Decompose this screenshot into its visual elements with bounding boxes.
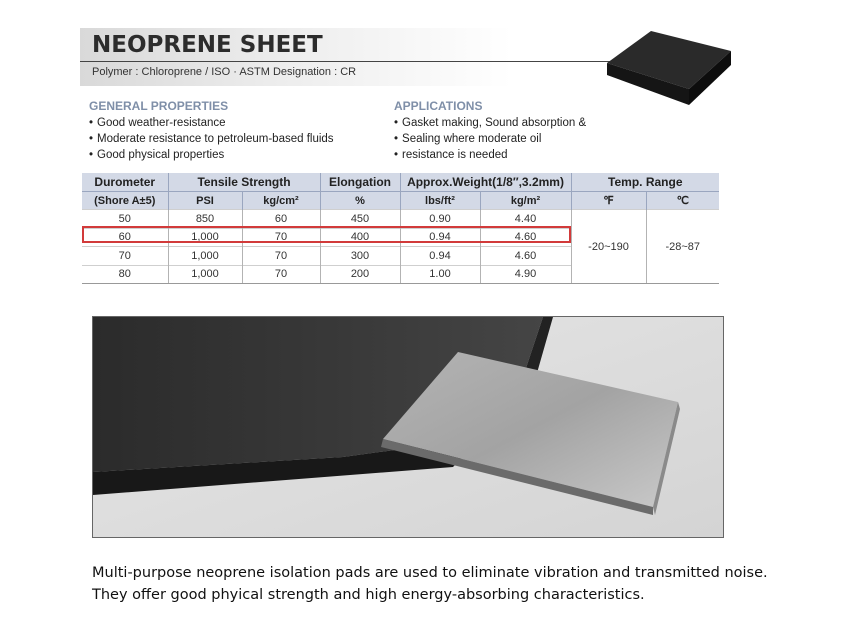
general-properties-heading: GENERAL PROPERTIES bbox=[89, 99, 229, 113]
row-highlight-box bbox=[82, 226, 571, 243]
neoprene-sheet-photo bbox=[92, 316, 724, 538]
table-cell: 4.60 bbox=[480, 247, 571, 266]
table-cell: 0.94 bbox=[400, 247, 480, 266]
table-cell: 70 bbox=[82, 247, 168, 266]
table-cell: 70 bbox=[242, 247, 320, 266]
table-cell: 200 bbox=[320, 265, 400, 284]
table-cell: 80 bbox=[82, 265, 168, 284]
table-cell: 60 bbox=[82, 228, 168, 247]
subheader-kgm: kg/m² bbox=[480, 192, 571, 210]
header-tensile-strength: Tensile Strength bbox=[168, 173, 320, 192]
table-cell: 400 bbox=[320, 228, 400, 247]
polymer-designation: Polymer : Chloroprene / ISO · ASTM Designation : CR bbox=[92, 66, 357, 78]
table-cell: 1,000 bbox=[168, 265, 242, 284]
table-cell: 450 bbox=[320, 210, 400, 229]
table-cell: 1.00 bbox=[400, 265, 480, 284]
caption-line: They offer good phyical strength and high energy-absorbing characteristics. bbox=[92, 587, 645, 603]
list-item: • Moderate resistance to petroleum-based fluids bbox=[89, 131, 334, 147]
subheader-kgcm: kg/cm² bbox=[242, 192, 320, 210]
subheader-lbsft: lbs/ft² bbox=[400, 192, 480, 210]
applications-heading: APPLICATIONS bbox=[394, 99, 483, 113]
temp-range-fahrenheit: -20~190 bbox=[571, 210, 646, 284]
table-cell: 60 bbox=[242, 210, 320, 229]
table-cell: 1,000 bbox=[168, 228, 242, 247]
subheader-shore: (Shore A±5) bbox=[82, 192, 168, 210]
subheader-psi: PSI bbox=[168, 192, 242, 210]
list-item: • Gasket making, Sound absorption & bbox=[394, 115, 586, 131]
sheet-photo-illustration bbox=[93, 317, 723, 537]
table-cell: 850 bbox=[168, 210, 242, 229]
list-item: • resistance is needed bbox=[394, 147, 586, 163]
table-cell: 4.60 bbox=[480, 228, 571, 247]
table-cell: 300 bbox=[320, 247, 400, 266]
page-title: NEOPRENE SHEET bbox=[92, 32, 323, 58]
header-temp-range: Temp. Range bbox=[571, 173, 719, 192]
list-item: • Good weather-resistance bbox=[89, 115, 334, 131]
header-durometer: Durometer bbox=[82, 173, 168, 192]
subheader-celsius: ℃ bbox=[646, 192, 719, 210]
table-cell: 0.90 bbox=[400, 210, 480, 229]
title-banner bbox=[80, 28, 620, 88]
list-item: • Good physical properties bbox=[89, 147, 334, 163]
general-properties-list bbox=[89, 115, 334, 163]
table-cell: 1,000 bbox=[168, 247, 242, 266]
table-cell: 4.90 bbox=[480, 265, 571, 284]
table-cell: 70 bbox=[242, 265, 320, 284]
title-divider bbox=[80, 61, 620, 62]
header-approx-weight: Approx.Weight(1/8″,3.2mm) bbox=[400, 173, 571, 192]
table-cell: 50 bbox=[82, 210, 168, 229]
caption-line: Multi-purpose neoprene isolation pads are used to eliminate vibration and transmitted noise. bbox=[92, 565, 768, 581]
table-cell: 70 bbox=[242, 228, 320, 247]
subheader-fahrenheit: ℉ bbox=[571, 192, 646, 210]
sheet-thumbnail-image bbox=[607, 29, 733, 107]
table-cell: 0.94 bbox=[400, 228, 480, 247]
table-cell: 4.40 bbox=[480, 210, 571, 229]
subheader-percent: % bbox=[320, 192, 400, 210]
temp-range-celsius: -28~87 bbox=[646, 210, 719, 284]
description-caption bbox=[92, 562, 792, 606]
header-elongation: Elongation bbox=[320, 173, 400, 192]
applications-list bbox=[394, 115, 586, 163]
list-item: • Sealing where moderate oil bbox=[394, 131, 586, 147]
